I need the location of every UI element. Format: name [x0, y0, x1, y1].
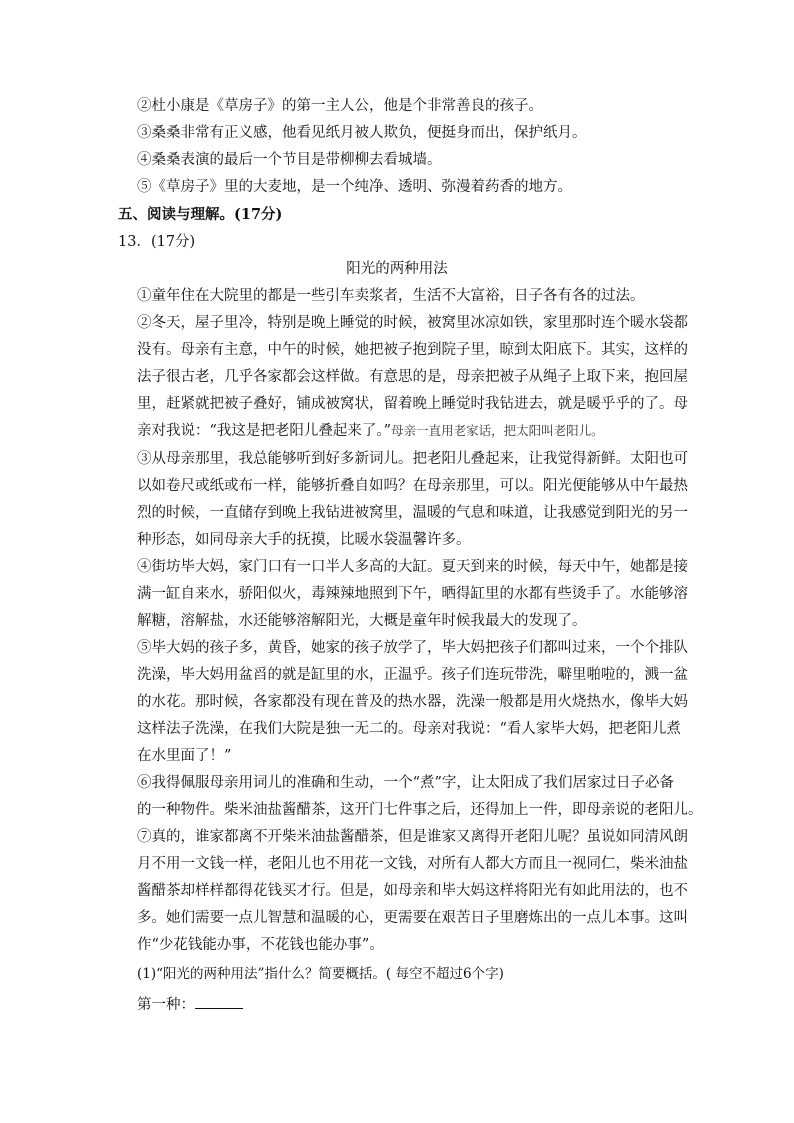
option-4: ④桑桑表演的最后一个节目是带柳柳去看城墙。	[137, 152, 442, 168]
paragraph-line: 的一种物件。柴米油盐酱醋茶，这开门七件事之后，还得加上一件，即母亲说的老阳儿。	[137, 802, 703, 818]
paragraph-line: 作“少花钱能办事，不花钱也能办事”。	[137, 937, 384, 953]
paragraph-line: 在水里面了！”	[137, 748, 232, 764]
paragraph-line: 解糖，溶解盐，水还能够溶解阳光，大概是童年时候我最大的发现了。	[137, 613, 587, 629]
option-5: ⑤《草房子》里的大麦地，是一个纯净、透明、弥漫着药香的地方。	[137, 179, 572, 195]
section-heading: 五、阅读与理解。(17分)	[118, 206, 283, 223]
paragraph-line: 酱醋茶却样样都得花钱买才行。但是，如母亲和毕大妈这样将阳光有如此用法的，也不	[137, 883, 688, 899]
question-number: 13．(17分)	[118, 234, 196, 250]
option-3: ③桑桑非常有正义感，他看见纸月被人欺负，便挺身而出，保护纸月。	[137, 125, 587, 141]
paragraph-line: 这样法子洗澡，在我们大院是独一无二的。母亲对我说：“看人家毕大妈，把老阳儿煮	[137, 721, 681, 737]
paragraph-line: 里，赶紧就把被子叠好，铺成被窝状，留着晚上睡觉时我钻进去，就是暖乎乎的了。母	[137, 396, 688, 412]
paragraph-line: ②冬天，屋子里冷，特别是晚上睡觉的时候，被窝里冰凉如铁，家里那时连个暖水袋都	[137, 315, 688, 331]
paragraph-line: 洗澡，毕大妈用盆舀的就是缸里的水，正温乎。孩子们连玩带洗，噼里啪啦的，溅一盆	[137, 667, 688, 683]
answer-blank[interactable]	[195, 994, 243, 1009]
paragraph-line: 月不用一文钱一样，老阳儿也不用花一文钱，对所有人都大方而且一视同仁，柴米油盐	[137, 856, 688, 872]
paragraph-line: 的水花。那时候，各家都没有现在普及的热水器，洗澡一般都是用火烧热水，像毕大妈	[137, 694, 688, 710]
paragraph-line: ③从母亲那里，我总能够听到好多新词儿。把老阳儿叠起来，让我觉得新鲜。太阳也可	[137, 451, 688, 467]
dialogue-text: 亲对我说：“我这是把老阳儿叠起来了。”	[137, 423, 392, 439]
paragraph-line: ⑤毕大妈的孩子多，黄昏，她家的孩子放学了，毕大妈把孩子们都叫过来，一个个排队	[137, 640, 688, 656]
paragraph-line: ④街坊毕大妈，家门口有一口半人多高的大缸。夏天到来的时候，每天中午，她都是接	[137, 559, 688, 575]
paragraph-line	[137, 422, 674, 440]
paragraph-line: 烈的时候，一直储存到晚上我钻进被窝里，温暖的气息和味道，让我感觉到阳光的另一	[137, 505, 688, 521]
paragraph-line: 多。她们需要一点儿智慧和温暖的心，更需要在艰苦日子里磨炼出的一点儿本事。这叫	[137, 910, 688, 926]
paragraph-line: ⑥我得佩服母亲用词儿的准确和生动，一个“煮”字，让太阳成了我们居家过日子必备	[137, 775, 674, 791]
answer-row	[137, 994, 243, 1014]
option-2: ②杜小康是《草房子》的第一主人公，他是个非常善良的孩子。	[137, 98, 543, 114]
passage-title: 阳光的两种用法	[346, 261, 448, 277]
paragraph-line: ⑦真的，谁家都离不开柴米油盐酱醋茶，但是谁家又离得开老阳儿呢？虽说如同清风朗	[137, 829, 688, 845]
paragraph-line: 没有。母亲有主意，中午的时候，她把被子抱到院子里，晾到太阳底下。其实，这样的	[137, 342, 688, 358]
paragraph-line: 种形态，如同母亲大手的抚摸，比暖水袋温馨许多。	[137, 532, 471, 548]
paragraph-line: ①童年住在大院里的都是一些引车卖浆者，生活不大富裕，日子各有各的过法。	[137, 288, 645, 304]
paragraph-line: 法子很古老，几乎各家都会这样做。有意思的是，母亲把被子从绳子上取下来，抱回屋	[137, 369, 688, 385]
paragraph-line: 满一缸自来水，骄阳似火，毒辣辣地照到下午，晒得缸里的水都有些烫手了。水能够溶	[137, 586, 688, 602]
sub-question: (1)“阳光的两种用法”指什么？简要概括。( 每空不超过6个字)	[137, 966, 504, 982]
answer-label: 第一种：	[137, 997, 195, 1013]
annotation-note: 母亲一直用老家话，把太阳叫老阳儿。	[391, 423, 604, 438]
paragraph-line: 以如卷尺或纸或布一样，能够折叠自如吗？在母亲那里，可以。阳光便能够从中午最热	[137, 478, 688, 494]
